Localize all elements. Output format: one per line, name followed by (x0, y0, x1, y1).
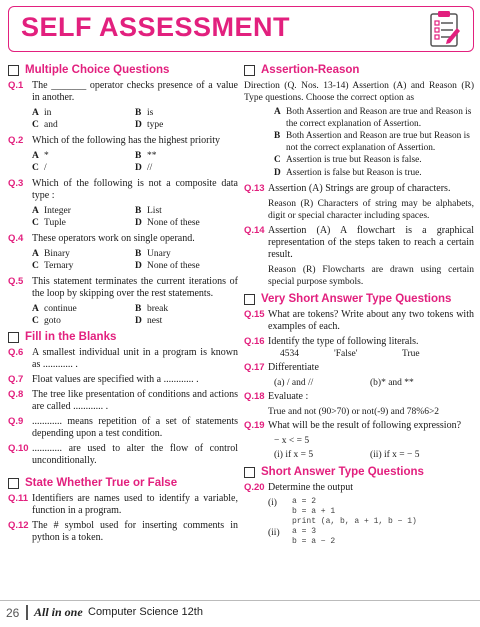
fill-list (8, 347, 238, 467)
differentiate-options: (a) / and // (b)* and ** (274, 378, 414, 388)
option-item: B List (135, 206, 162, 216)
question-q10: Q.10 ............ are used to alter the flow of control unconditionally. (8, 443, 238, 466)
option-item: A * (32, 151, 49, 161)
code-block-i: (i) a = 2 b = a + 1 print (a, b, a + 1, b − 1) (268, 497, 417, 526)
option-item: B break (135, 304, 169, 314)
ar-list (244, 183, 474, 288)
option-item: A in (32, 108, 52, 118)
section-heading-vsa: Very Short Answer Type Questions (244, 293, 474, 305)
option-item: B Unary (135, 249, 171, 259)
question-q20: Q.20 Determine the output (244, 482, 353, 493)
option-list (32, 303, 238, 327)
option-item: B is (135, 108, 154, 118)
option-list (32, 248, 238, 272)
question-q14: Q.14 Assertion (A) A flowchart is a graphical representation of the steps taken to reach a certain result. (244, 225, 474, 260)
evaluate-expression: True and not (90>70) or not(-9) and 78%6>2 (268, 407, 440, 417)
question-q8: Q.8 The tree like presentation of conditions and actions are called ............ . (8, 389, 238, 412)
question-q4: Q.4 These operators work on single operand. (8, 233, 195, 244)
code-block-ii: (ii) a = 3 b = a − 2 (268, 527, 336, 546)
question-q13: Q.13 Assertion (A) Strings are group of characters. (244, 183, 451, 194)
question-q3: Q.3 Which of the following is not a composite data type : (8, 178, 238, 201)
option-item: C goto (32, 316, 61, 326)
literal-list: 4534 'False' True (280, 349, 420, 359)
question-q6: Q.6 A smallest individual unit in a program is known as ............ . (8, 347, 238, 370)
question-q9: Q.9 ............ means repetition of a set of statements depending upon a test condition. (8, 416, 238, 439)
ar-direction: Direction (Q. Nos. 13-14) Assertion (A) and Reason (R) Type questions. Choose the correct option as (244, 81, 474, 103)
question-q19: Q.19 What will be the result of following expression? (244, 420, 462, 431)
question-q15: Q.15 What are tokens? Write about any two tokens with examples of each. (244, 309, 474, 332)
brand-logo: All in one (34, 605, 83, 619)
option-item: D nest (135, 316, 163, 326)
q19-expression: − x < = 5 (274, 436, 310, 446)
checkbox-icon (8, 65, 19, 76)
section-heading-mcq: Multiple Choice Questions (8, 64, 238, 76)
page-footer (0, 600, 480, 627)
page-header (8, 6, 474, 52)
code-line: a = 3 (292, 527, 317, 536)
question-q12: Q.12 The # symbol used for inserting comments in python is a token. (8, 520, 238, 543)
checkbox-icon (244, 65, 255, 76)
section-heading-fill: Fill in the Blanks (8, 331, 238, 343)
book-subject: Computer Science 12th (88, 606, 203, 618)
mcq-list (8, 80, 238, 327)
section-heading-sa: Short Answer Type Questions (244, 466, 474, 478)
question-q16: Q.16 Identify the type of following literals. (244, 336, 419, 347)
reason-text: Reason (R) Characters of string may be alphabets, digit or special character including spaces. (268, 199, 474, 221)
option-item: B ** (135, 151, 157, 161)
checkbox-icon (244, 294, 255, 305)
checkbox-icon (244, 467, 255, 478)
question-q7: Q.7 Float values are specified with a ............ . (8, 374, 199, 385)
question-q17: Q.17 Differentiate (244, 362, 319, 373)
left-column (8, 64, 238, 547)
option-item: A continue (32, 304, 77, 314)
option-item: D None of these (135, 218, 200, 228)
option-item: D type (135, 120, 164, 130)
ar-options (244, 107, 474, 179)
option-item: A Binary (32, 249, 70, 259)
option-list (32, 205, 238, 229)
reason-text: Reason (R) Flowcharts are drawn using certain special purpose symbols. (268, 265, 474, 287)
question-q18: Q.18 Evaluate : (244, 391, 309, 402)
option-item: C Ternary (32, 261, 74, 271)
page-title: SELF ASSESSMENT (21, 12, 291, 42)
question-q11: Q.11 Identifiers are names used to identify a variable, function in a program. (8, 493, 238, 516)
right-column (244, 64, 474, 547)
question-q5: Q.5 This statement terminates the current iterations of the loop by skipping over the rest statements. (8, 276, 238, 299)
ar-option: A Both Assertion and Reason are true and Reason is the correct explanation of Assertion. (274, 107, 472, 129)
option-item: D // (135, 163, 153, 173)
option-item: D None of these (135, 261, 200, 271)
ar-option: D Assertion is false but Reason is true. (274, 167, 422, 178)
divider (26, 605, 28, 620)
code-line: b = a − 2 (292, 537, 336, 546)
code-line: print (a, b, a + 1, b − 1) (292, 517, 417, 526)
checklist-icon (427, 10, 463, 48)
section-heading-tf: State Whether True or False (8, 477, 238, 489)
option-item: A Integer (32, 206, 71, 216)
option-list (32, 150, 238, 174)
q19-cases: (i) if x = 5 (ii) if x = − 5 (274, 450, 420, 460)
option-list (32, 107, 238, 131)
option-item: C Tuple (32, 218, 66, 228)
question-q1: Q.1 The _______ operator checks presence of a value in another. (8, 80, 238, 103)
ar-option: C Assertion is true but Reason is false. (274, 155, 422, 165)
checkbox-icon (8, 478, 19, 489)
page-number: 26 (6, 606, 20, 620)
section-heading-ar: Assertion-Reason (244, 64, 474, 76)
option-item: C and (32, 120, 58, 130)
tf-list (8, 493, 238, 544)
option-item: C / (32, 163, 47, 173)
ar-option: B Both Assertion and Reason are true but Reason is not the correct explanation of Assertion. (274, 131, 470, 153)
code-line: b = a + 1 (292, 507, 336, 516)
code-line: a = 2 (292, 497, 317, 506)
checkbox-icon (8, 332, 19, 343)
question-q2: Q.2 Which of the following has the highest priority (8, 135, 221, 146)
